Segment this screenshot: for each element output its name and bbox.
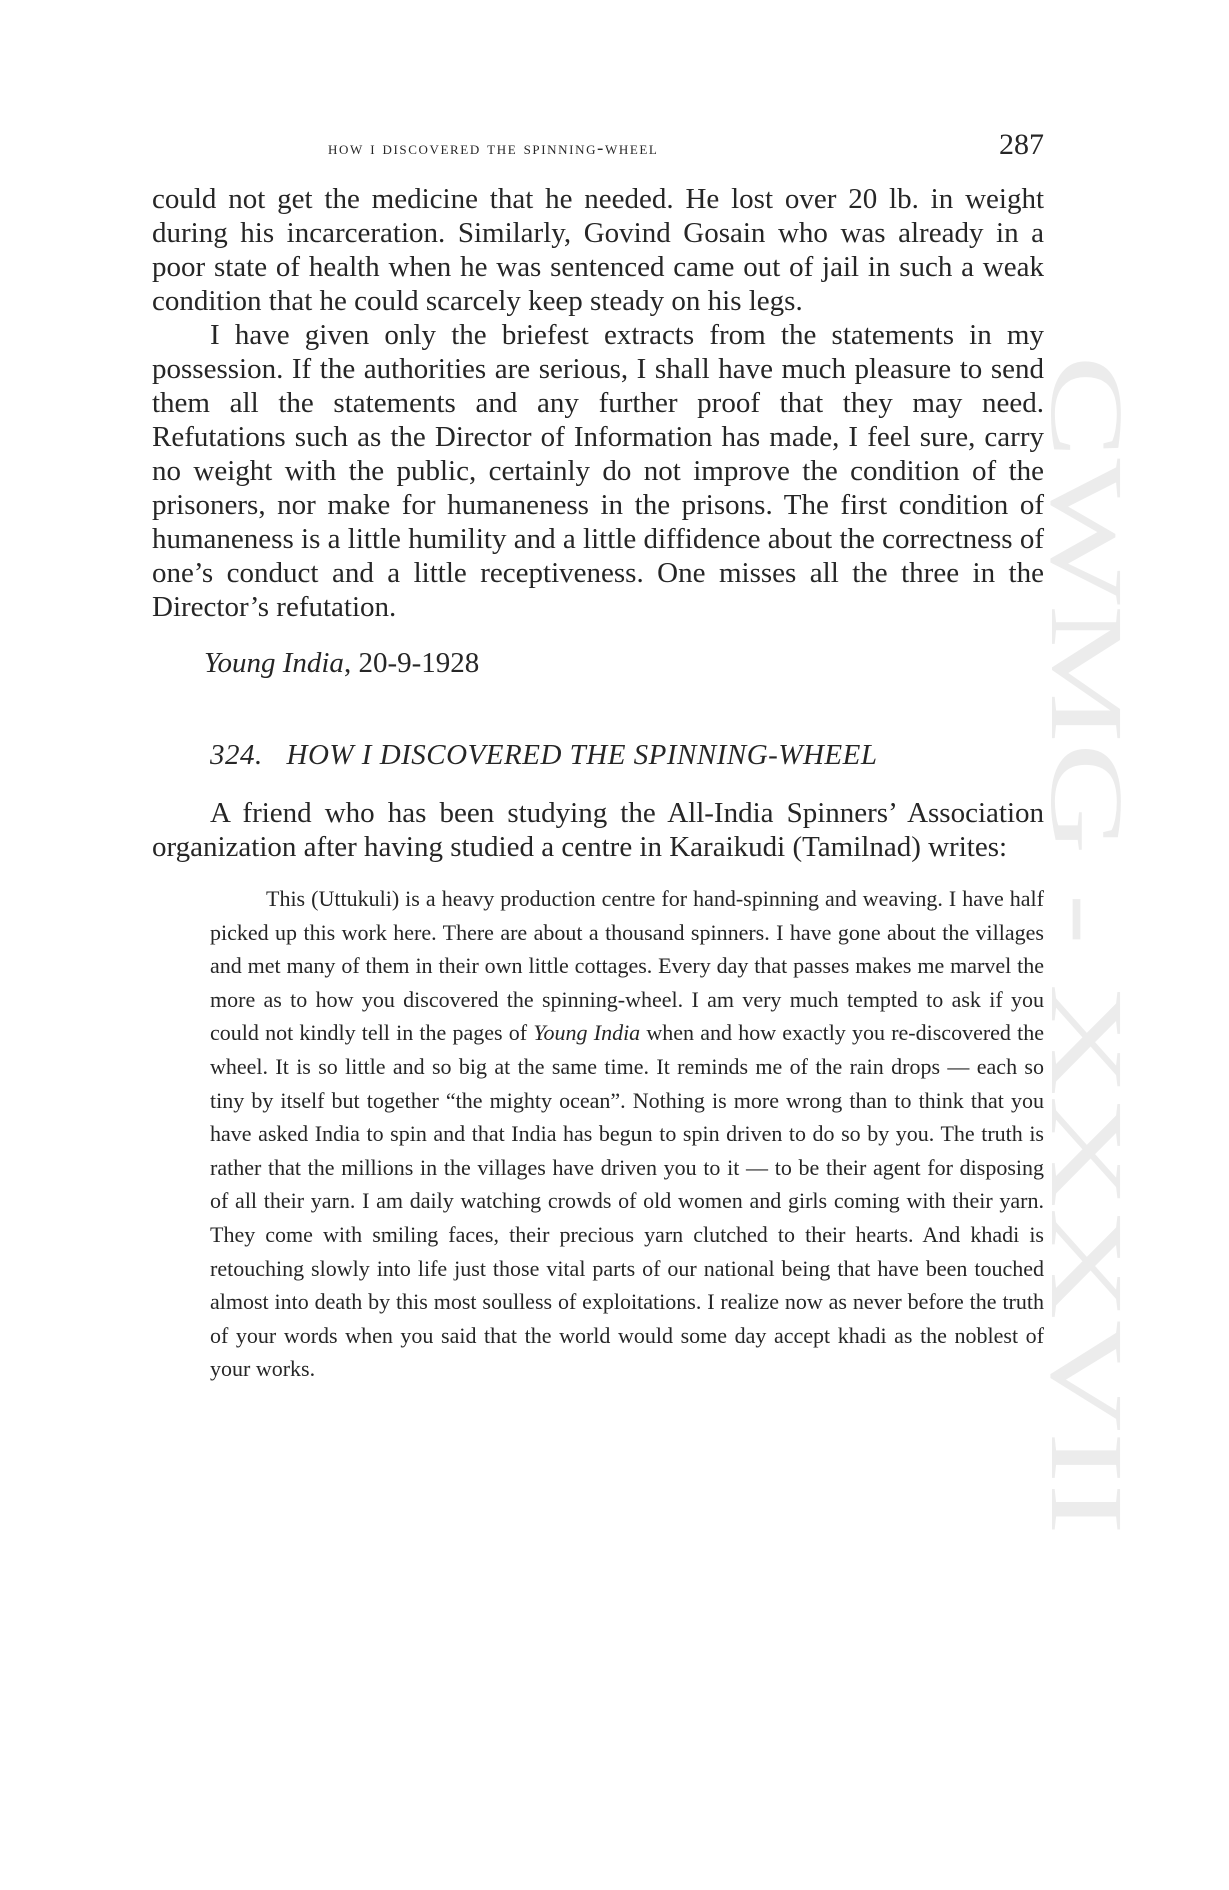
paragraph-continued: could not get the medicine that he needed. He lost over 20 lb. in weight during his incarceration. Similarly, Govind Gosain who was already in a poor state of health when he was sentenced came out of jail in such a weak condition that he could scarcely keep steady on his legs. <box>152 183 1044 317</box>
running-header <box>152 128 1044 164</box>
section-number: 324. <box>210 739 263 771</box>
intro-paragraph: A friend who has been studying the All-India Spinners’ Association organization after having studied a centre in Karaikudi (Tamilnad) writes: <box>152 797 1044 863</box>
section-title: HOW I DISCOVERED THE SPINNING-WHEEL <box>286 739 878 771</box>
quote-part-2: when and how exactly you re-discovered the wheel. It is so little and so big at the same time. It reminds me of the rain drops — each so tiny by itself but together “the mighty ocean”. Nothing is more wrong than to think that you have asked India to spin and that India has begun to spin driven to do so by you. The truth is rather that the millions in the villages have driven you to it — to be their agent for disposing of all their yarn. I am daily watching crowds of old women and girls coming with their yarn. They come with smiling faces, their precious yarn clutched to their hearts. And khadi is retouching slowly into life just those vital parts of our national being that have been touched almost into death by this most soulless of exploitations. I realize now as never before the truth of your words when you said that the world would some day accept khadi as the noblest of your works. <box>210 1020 1044 1382</box>
source-publication: Young India <box>204 647 344 679</box>
quote-italic-title: Young India <box>533 1020 641 1046</box>
watermark-text: CWMG - XXXVII <box>1029 355 1144 1147</box>
source-citation <box>152 646 1044 680</box>
section-heading <box>152 738 1044 772</box>
page-number: 287 <box>999 128 1044 161</box>
source-date: , 20-9-1928 <box>343 647 480 679</box>
block-quote <box>210 882 1044 1386</box>
quote-paragraph <box>210 882 1044 1386</box>
quote-part-1: This (Uttukuli) is a heavy production centre for hand-spinning and weaving. I have half picked up this work here. There are about a thousand spinners. I have gone about the villages and met many of them in their own little cottages. Every day that passes makes me marvel the more as to how you discovered the spinning-wheel. I am very much tempted to ask if you could not kindly tell in the pages of <box>210 886 1044 1046</box>
article-body <box>152 182 1044 624</box>
intro-text <box>152 796 1044 864</box>
watermark <box>1029 355 1144 1535</box>
book-page <box>152 128 1044 1386</box>
paragraph: I have given only the briefest extracts from the statements in my possession. If the authorities are serious, I shall have much pleasure to send them all the statements and any further proof that they may need. Refutations such as the Director of Information has made, I feel sure, carry no weight with the public, certainly do not improve the condition of the prisoners, nor make for humaneness in the prisons. The first condition of humaneness is a little humility and a little diffidence about the correctness of one’s conduct and a little receptiveness. One misses all the three in the Director’s refutation. <box>152 319 1044 623</box>
running-title: how i discovered the spinning-wheel <box>328 138 659 159</box>
